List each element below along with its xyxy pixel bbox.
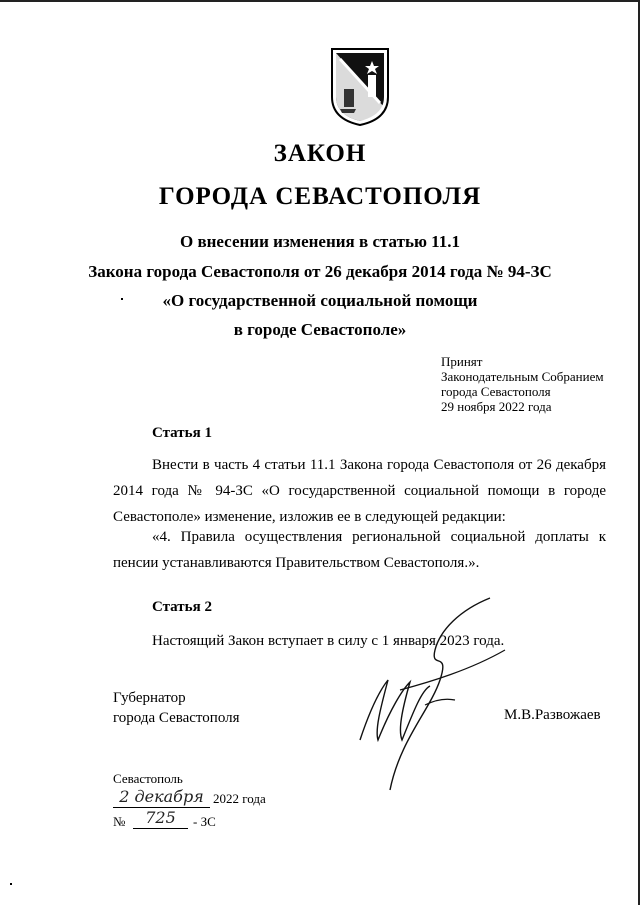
signatory-position-line-2: города Севастополя xyxy=(113,710,240,726)
law-number xyxy=(113,808,313,832)
place-of-signing: Севастополь xyxy=(113,771,183,786)
adoption-date: 29 ноября 2022 года xyxy=(441,399,552,414)
date-year: 2022 года xyxy=(213,791,266,806)
subject-line-1: О внесении изменения в статью 11.1 xyxy=(179,232,460,251)
scan-speck xyxy=(10,883,12,885)
adoption-block xyxy=(441,354,604,414)
document-title-city: ГОРОДА СЕВАСТОПОЛЯ xyxy=(158,183,482,210)
handwritten-date: 2 декабря xyxy=(113,787,210,808)
adoption-line-3: города Севастополя xyxy=(441,384,551,399)
signatory-position xyxy=(113,688,240,728)
article-2-paragraph-1: Настоящий Закон вступает в силу с 1 января 2023 года. xyxy=(152,633,505,649)
subject-line-3: «О государственной социальной помощи xyxy=(162,291,478,310)
subject-line-4: в городе Севастополе» xyxy=(233,320,407,339)
subject-line-2: Закона города Севастополя от 26 декабря 2014 года № 94-ЗС xyxy=(88,262,552,281)
adoption-line-2: Законодательным Собранием xyxy=(441,369,604,384)
number-sign: № xyxy=(113,814,126,829)
scan-border-top xyxy=(0,0,640,2)
document-title: ЗАКОН xyxy=(273,140,367,167)
signatory-position-line-1: Губернатор xyxy=(113,690,186,706)
handwritten-signature xyxy=(340,590,540,800)
handwritten-number: 725 xyxy=(133,808,188,829)
signatory-name: М.В.Развожаев xyxy=(504,707,601,723)
article-1-paragraph-1: Внести в часть 4 статьи 11.1 Закона города Севастополя от 26 декабря 2014 года № 94-ЗС «О государственной социальной помощи в городе Севастополе» изменение, изложив ее в следующей редакции: xyxy=(113,457,606,525)
number-suffix: - ЗС xyxy=(193,814,216,829)
article-1-heading: Статья 1 xyxy=(152,425,212,441)
article-1-paragraph-2: «4. Правила осуществления региональной социальной доплаты к пенсии устанавливаются Правительством Севастополя.». xyxy=(113,529,606,571)
article-2-heading: Статья 2 xyxy=(152,599,212,615)
sevastopol-coat-of-arms-icon xyxy=(330,47,390,127)
adoption-line-1: Принят xyxy=(441,354,483,369)
